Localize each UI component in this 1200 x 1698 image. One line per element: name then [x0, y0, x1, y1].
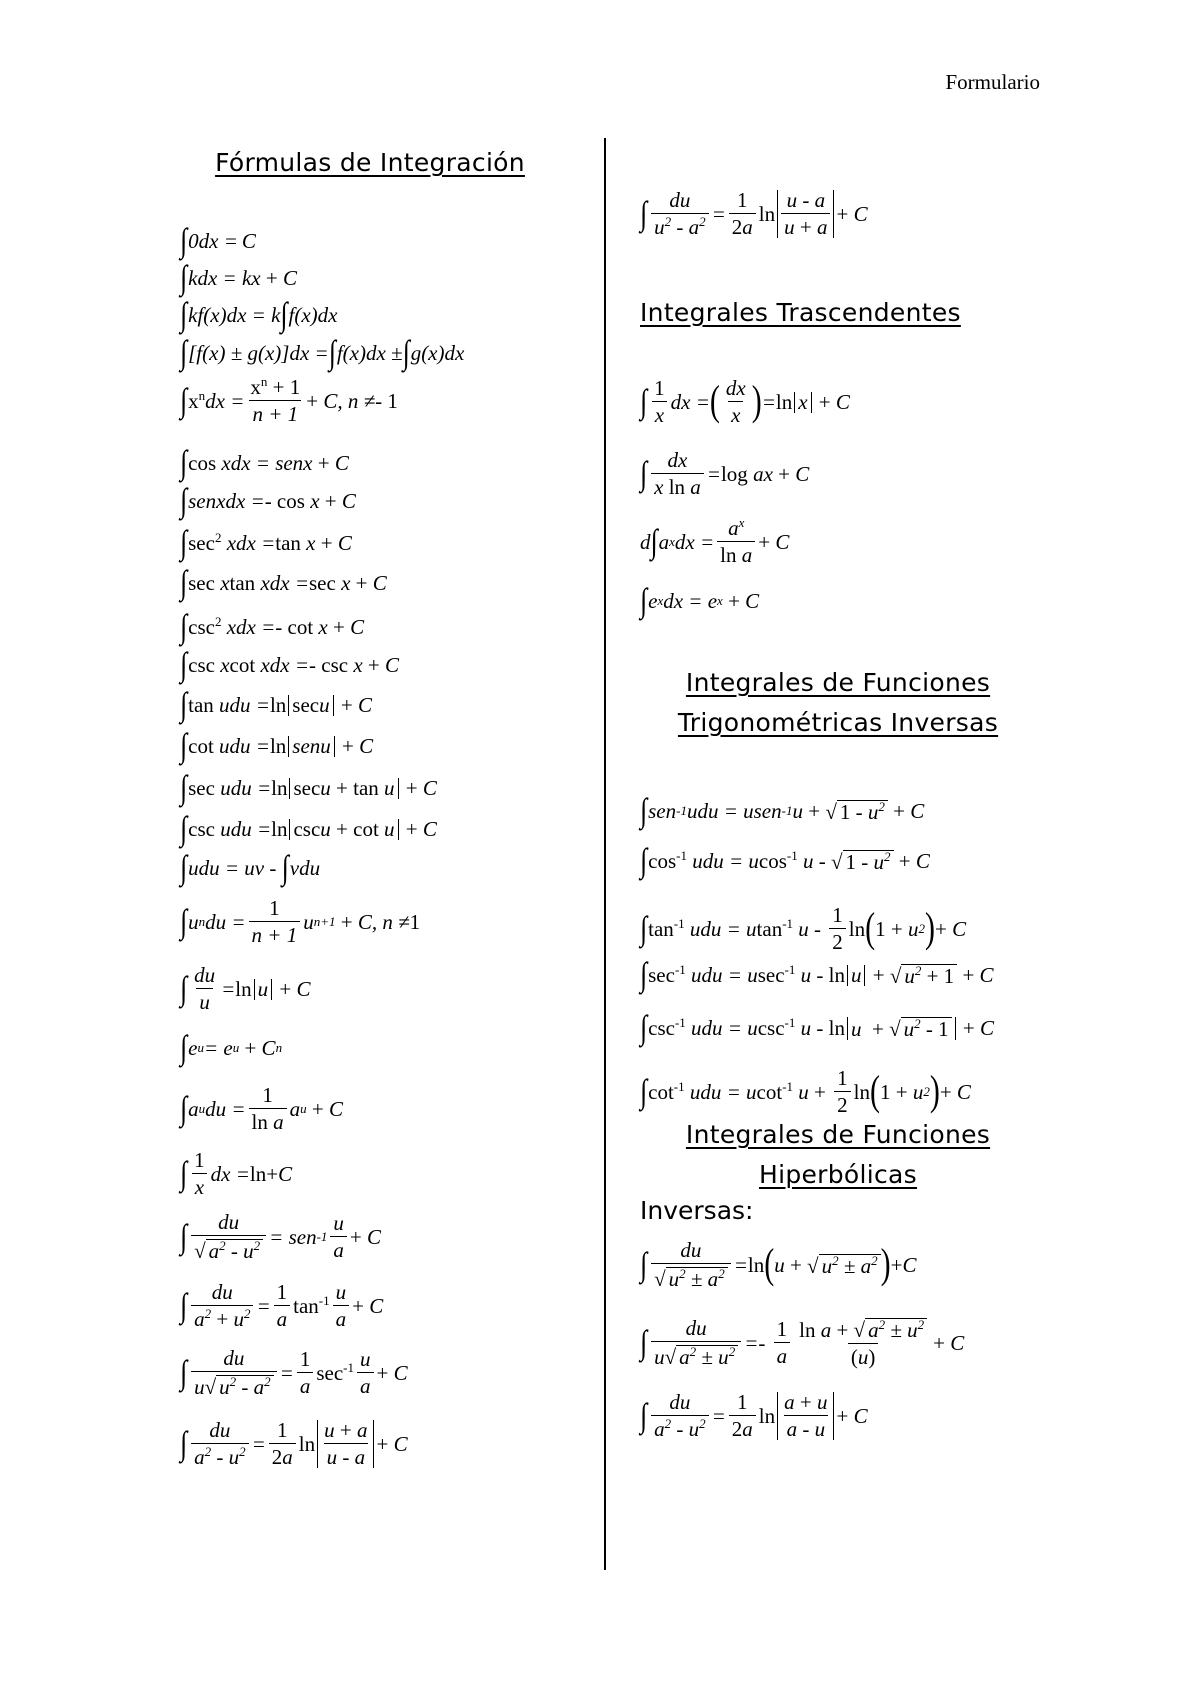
formula-17: ∫ $\frac{du}{u}$ = ln u + C	[180, 963, 311, 1014]
formula-8: ∫ sec x tan xdx = sec x + C	[180, 563, 387, 602]
left-title: Fórmulas de Integración	[215, 148, 525, 177]
section2-formula-5: ∫ $\cot^{-1}$ udu = u $\cot^{-1}$ u + $\frac{1}{2}$ ln ( 1 + u 2 ) + C	[640, 1066, 971, 1117]
formula-6: ∫ senxdx = - cos x + C	[180, 481, 356, 520]
formula-0: ∫ 0dx = C	[180, 221, 256, 260]
section1-formula-3: ∫ e x dx = e x + C	[640, 581, 760, 620]
formula-13: ∫ sec udu = ln secu + tan u + C	[180, 768, 437, 807]
section3-subtitle: Inversas:	[640, 1196, 754, 1225]
formula-5: ∫ cos xdx = senx + C	[180, 443, 349, 482]
formula-4: ∫ $x^n$ dx = $\frac{x^n + 1}{n + 1}$ + C, n ≠ - 1	[180, 374, 398, 426]
section3-title-line2: Hiperbólicas	[758, 1160, 918, 1189]
formula-23: ∫ du u √ $u^2 - a^2$ = $\frac{1}{a}$ $\sec^{-1}$ $\frac{u}{a}$ + C	[180, 1346, 408, 1399]
right-first-formula: ∫ $\frac{du}{u^2 - a^2}$ = $\frac{1}{2a}$ ln $\frac{u - a}{u + a}$ + C	[640, 188, 868, 239]
formula-16: ∫ u n du = $\frac{1}{n + 1}$ u n+1 + C, n ≠ 1	[180, 896, 421, 947]
section2-formula-3: ∫ $\sec^{-1}$ udu = u $\sec^{-1}$ u - ln u + √ $u^2 + 1$ + C	[640, 955, 994, 994]
section1-title: Integrales Trascendentes	[640, 298, 961, 327]
formula-14: ∫ csc udu = ln cscu + cot u + C	[180, 809, 437, 848]
section3-formula-1: ∫ du u √ $a^2 \pm u^2$ = - $\frac{1}{a}$ ln a + √ $a^2 \pm u^2$ (u) + C	[640, 1316, 965, 1369]
formula-3: ∫ [f(x) ± g(x)]dx = ∫ f(x)dx ± ∫ g(x)dx	[180, 333, 465, 372]
section2-formula-0: ∫ sen -1 udu = usen -1 u + √ $1 - u^2$ + C	[640, 791, 925, 830]
formula-2: ∫ kf(x)dx = k ∫ f(x)dx	[180, 295, 338, 334]
formula-22: ∫ $\frac{du}{a^2 + u^2}$ = $\frac{1}{a}$ $\tan^{-1}$ $\frac{u}{a}$ + C	[180, 1280, 384, 1331]
formula-11: ∫ tan udu = ln secu + C	[180, 685, 372, 724]
section3-title-line1: Integrales de Funciones	[685, 1120, 991, 1149]
section1-formula-0: ∫ $\frac{1}{x}$ dx = ( $\frac{dx}{x}$ ) = ln x + C	[640, 376, 850, 427]
formula-9: ∫ $\csc^2$ xdx = - cot x + C	[180, 607, 365, 646]
formula-10: ∫ csc x cot xdx = - csc x + C	[180, 645, 399, 684]
formula-21: ∫ du √ $a^2 - u^2$ = sen -1 $\frac{u}{a}$ + C	[180, 1210, 382, 1263]
formula-19: ∫ a u du = $\frac{1}{\text{ln a}}$ a u + C	[180, 1083, 343, 1134]
header-label: Formulario	[945, 70, 1040, 94]
section2-title-line2: Trigonométricas Inversas	[677, 708, 999, 737]
formula-1: ∫ kdx = kx + C	[180, 258, 297, 297]
section3-formula-2: ∫ $\frac{du}{a^2 - u^2}$ = $\frac{1}{2a}$ ln $\frac{a + u}{a - u}$ + C	[640, 1390, 868, 1441]
formula-7: ∫ $\sec^2$ xdx = tan x + C	[180, 523, 352, 562]
formula-15: ∫ udu = uv - ∫ vdu	[180, 848, 321, 887]
section3-formula-0: ∫ du √ $u^2 \pm a^2$ = ln ( u + √ $u^2 \pm a^2$ ) + C	[640, 1238, 917, 1291]
formula-20: ∫ $\frac{1}{x}$ dx = ln + C	[180, 1148, 293, 1199]
section1-formula-1: ∫ $\frac{dx}{\text{x ln a}}$ = log ax + C	[640, 448, 810, 499]
column-divider	[604, 138, 606, 1570]
section2-formula-2: ∫ $\tan^{-1}$ udu = u $\tan^{-1}$ u - $\frac{1}{2}$ ln ( 1 + u 2 ) + C	[640, 903, 967, 954]
section2-formula-1: ∫ $\cos^{-1}$ udu = u $\cos^{-1}$ u - √ $1 - u^2$ + C	[640, 841, 930, 880]
formula-12: ∫ cot udu = ln senu + C	[180, 726, 374, 765]
section2-title-line1: Integrales de Funciones	[685, 668, 991, 697]
formula-18: ∫ e u = e u + C n	[180, 1028, 283, 1067]
formula-24: ∫ $\frac{du}{a^2 - u^2}$ = $\frac{1}{2a}$ ln $\frac{u + a}{u - a}$ + C	[180, 1418, 408, 1469]
section2-formula-4: ∫ $\csc^{-1}$ udu = u $\csc^{-1}$ u - ln u + √ $u^2 - 1$ + C	[640, 1008, 994, 1047]
section1-formula-2: d ∫ a x dx = $\frac{a^x}{\text{ln a}}$ + C	[640, 515, 790, 567]
